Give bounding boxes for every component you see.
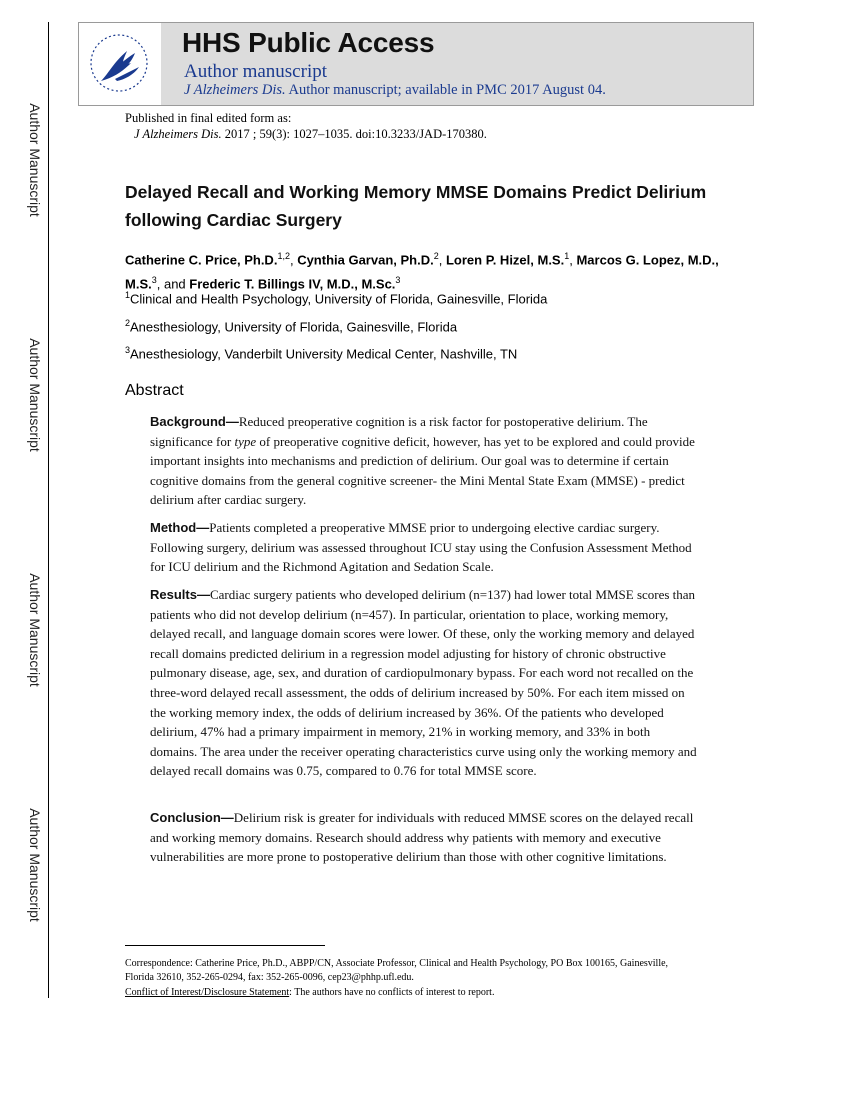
abstract-background: Background—Reduced preoperative cognition is a risk factor for postoperative delirium. The significance for type of preoperative cognitive deficit, however, has yet to be explored and could provide important insights into mechanisms and prediction of delirium. Our goal was to determine if certain cognitive domains from the general cognitive screener- the Mini Mental State Exam (MMSE) - predict delirium after cardiac surgery. <box>150 414 695 508</box>
author-name: Frederic T. Billings IV, M.D., M.Sc. <box>189 276 396 292</box>
author-list: Catherine C. Price, Ph.D.$^{1,2}$, Cynthia Garvan, Ph.D.$^2$, Loren P. Hizel, M.S.$^1$, Marcos G. Lopez, M.D., M.S.$^3$, and Frederic T. Billings IV, M.D., M.Sc.$^3$ <box>125 251 719 292</box>
coi-footnote: Conflict of Interest/Disclosure Statement: The authors have no conflicts of interest to report. <box>125 987 495 998</box>
abstract-results: Results—Cardiac surgery patients who developed delirium (n=137) had lower total MMSE scores than patients who did not develop delirium (n=457). In particular, orientation to place, working memory, delayed recall, and language domain scores were lower. Of these, only the working memory and delayed recall domains predicted delirium in a regression model adjusting for history of chronic obstructive pulmonary disease, age, sex, and duration of cardiopulmonary bypass. For each word not recalled on the three-word delayed recall assessment, the odds of delirium increased by 50%. For each item missed on the working memory index, the odds of delirium increased by 36%. Of the patients who developed delirium, 47% had a primary impairment in memory, 21% in working memory, and 33% in both domains. The area under the receiver operating characteristics curve using only the working memory and delayed recall domains was 0.75, compared to 0.76 for total MMSE score. <box>150 587 697 779</box>
correspondence-footnote: Correspondence: Catherine Price, Ph.D., ABPP/CN, Associate Professor, Clinical and Health Psychology, PO Box 100165, Gainesville, Florida 32610, 352-265-0294, fax: 352-265-0096, cep23@phhp.ufl.edu. <box>125 958 669 983</box>
hhs-logo-icon <box>79 23 161 105</box>
hhs-header <box>78 22 754 106</box>
side-watermark-3: Author Manuscript <box>27 573 43 687</box>
footnote-rule <box>125 945 325 946</box>
availability-line: J Alzheimers Dis. Author manuscript; available in PMC 2017 August 04. <box>184 82 606 98</box>
article-title: Delayed Recall and Working Memory MMSE Domains Predict Delirium following Cardiac Surgery <box>125 182 707 230</box>
affiliation: $^3$Anesthesiology, Vanderbilt University Medical Center, Nashville, TN <box>125 345 518 362</box>
abstract-conclusion: Conclusion—Delirium risk is greater for individuals with reduced MMSE scores on the delayed recall and working memory domains. Research should address why patients with memory and executive vulnerabilities are more prone to postoperative delirium than those with other cognitive limitations. <box>150 810 694 865</box>
author-name: Marcos G. Lopez, M.D., M.S. <box>125 252 719 292</box>
abstract-heading: Abstract <box>125 382 184 399</box>
side-watermark-4: Author Manuscript <box>27 808 43 922</box>
published-citation: Published in final edited form as: J Alzheimers Dis. 2017 ; 59(3): 1027–1035. doi:10.3233/JAD-170380. <box>125 111 487 141</box>
affiliation: $^1$Clinical and Health Psychology, University of Florida, Gainesville, Florida <box>125 290 548 307</box>
margin-rule <box>48 22 49 998</box>
coi-label: Conflict of Interest/Disclosure Statement <box>125 987 290 998</box>
author-name: Loren P. Hizel, M.S. <box>445 252 565 268</box>
author-name: Cynthia Garvan, Ph.D. <box>297 252 434 268</box>
hhs-public-access-title: HHS Public Access <box>182 27 435 58</box>
affiliation: $^2$Anesthesiology, University of Florida, Gainesville, Florida <box>125 318 458 335</box>
author-manuscript-label: Author manuscript <box>184 61 328 82</box>
author-name: Catherine C. Price, Ph.D. <box>125 252 278 268</box>
side-watermark-1: Author Manuscript <box>27 103 43 217</box>
abstract-method: Method—Patients completed a preoperative MMSE prior to undergoing elective cardiac surgery. Following surgery, delirium was assessed throughout ICU stay using the Confusion Assessment Method for ICU delirium and the Richmond Agitation and Sedation Scale. <box>150 520 692 575</box>
side-watermark-2: Author Manuscript <box>27 338 43 452</box>
